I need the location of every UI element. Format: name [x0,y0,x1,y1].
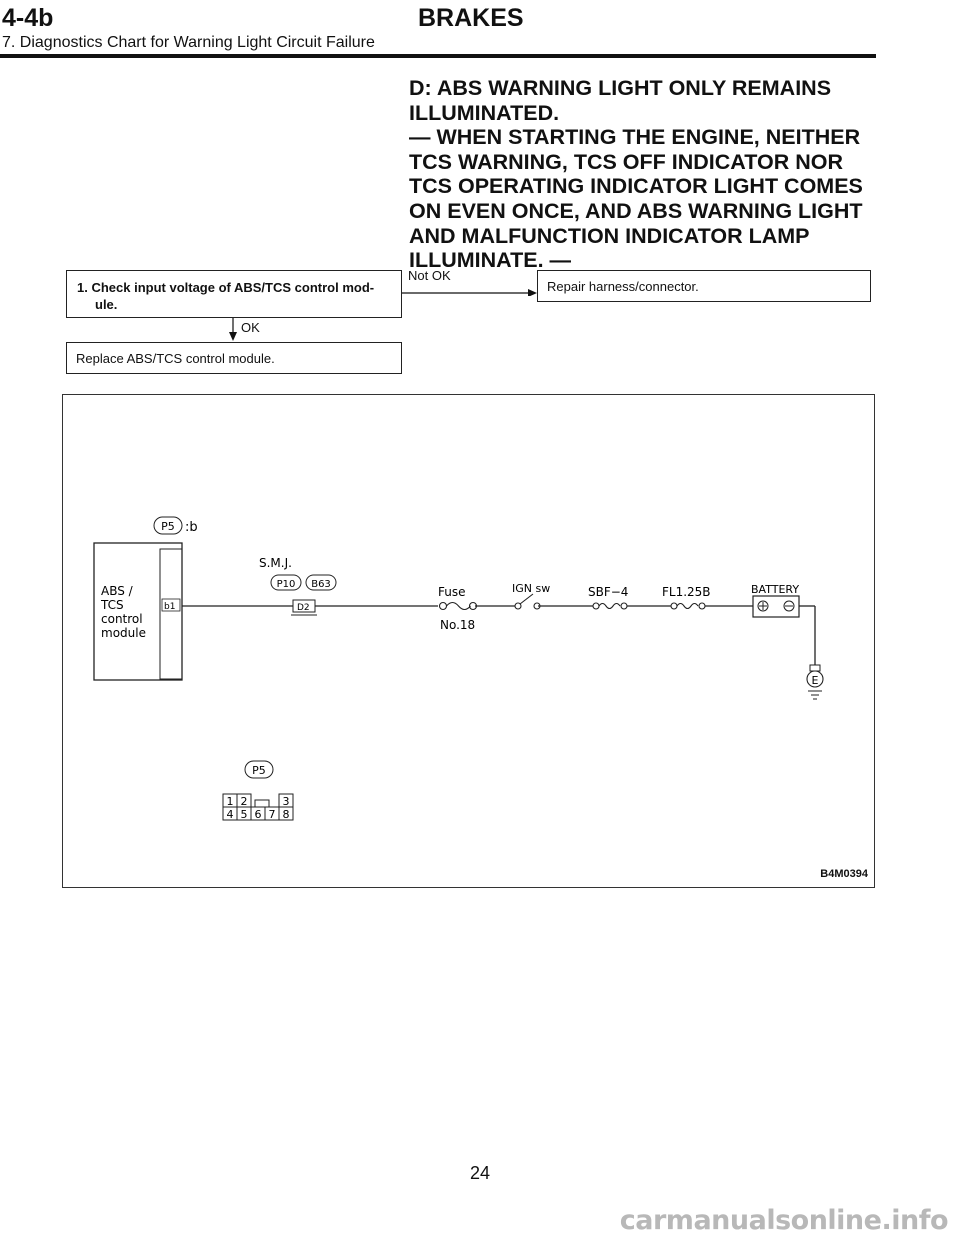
pin-number: 7 [268,808,276,821]
connector-suffix: :b [185,520,198,535]
watermark: carmanualsonline.info [619,1205,948,1236]
ok-label: OK [241,320,260,335]
wiring-diagram-svg [63,395,876,889]
smj-tag-2: B63 [311,579,331,590]
not-ok-arrow [402,280,538,296]
page-number: 24 [469,1163,491,1183]
fusible-link-label: FL1.25B [662,585,711,599]
header-rule [0,54,876,58]
module-label-line: ABS / [101,584,133,598]
connector-tag-text: P5 [161,520,175,533]
ground-label: E [811,674,819,687]
repair-box [537,270,871,302]
smj-label: S.M.J. [259,556,292,570]
ign-switch-label: IGN sw [512,582,551,595]
smj-pin: D2 [297,603,310,613]
module-label-line: control [101,612,143,626]
diagnostic-heading [409,76,889,273]
pin-number: 2 [240,795,248,808]
module-connector [160,549,182,679]
fuse-number: No.18 [440,618,476,632]
heading-line: — WHEN STARTING THE ENGINE, NEITHER [409,125,861,150]
module-label-line: module [101,626,146,640]
figure-id: B4M0394 [820,868,868,880]
pin-number: 4 [226,808,234,821]
heading-line: D: ABS WARNING LIGHT ONLY REMAINS [409,76,832,100]
pin-number: 5 [240,808,248,821]
heading-line: TCS OPERATING INDICATOR LIGHT COMES [409,174,863,199]
pin-number: 3 [282,795,290,808]
pin-number: 8 [282,808,290,821]
section-subtitle: 7. Diagnostics Chart for Warning Light Circuit Failure [2,34,375,51]
heading-line: AND MALFUNCTION INDICATOR LAMP [409,223,810,248]
ok-arrow [226,318,240,342]
pinout-tag-text: P5 [252,764,266,777]
module-pin: b1 [164,602,176,612]
heading-line: TCS WARNING, TCS OFF INDICATOR NOR [409,149,843,174]
module-label-line: TCS [101,598,124,612]
pin-number: 6 [254,808,262,821]
pin-number: 1 [226,795,234,808]
repair-text: Repair harness/connector. [547,279,699,294]
heading-line: ILLUMINATED. [409,100,560,125]
sbf-label: SBF−4 [588,585,629,599]
heading-line: ON EVEN ONCE, AND ABS WARNING LIGHT [409,198,863,223]
wiring-diagram [62,394,875,888]
section-number: 4-4b [2,4,54,32]
step-1-box [66,270,402,318]
smj-tag-1: P10 [276,579,296,590]
page-header [0,0,960,60]
not-ok-label: Not OK [408,268,451,283]
replace-text: Replace ABS/TCS control module. [76,351,275,366]
heading-line: ILLUMINATE. — [409,248,572,273]
battery-label: BATTERY [751,583,800,596]
step-1-text: 1. Check input voltage of ABS/TCS control mod- [77,280,375,295]
replace-box [66,342,402,374]
step-1-text-cont: ule. [95,297,118,312]
fuse-label: Fuse [438,585,466,599]
section-title: BRAKES [418,4,524,32]
